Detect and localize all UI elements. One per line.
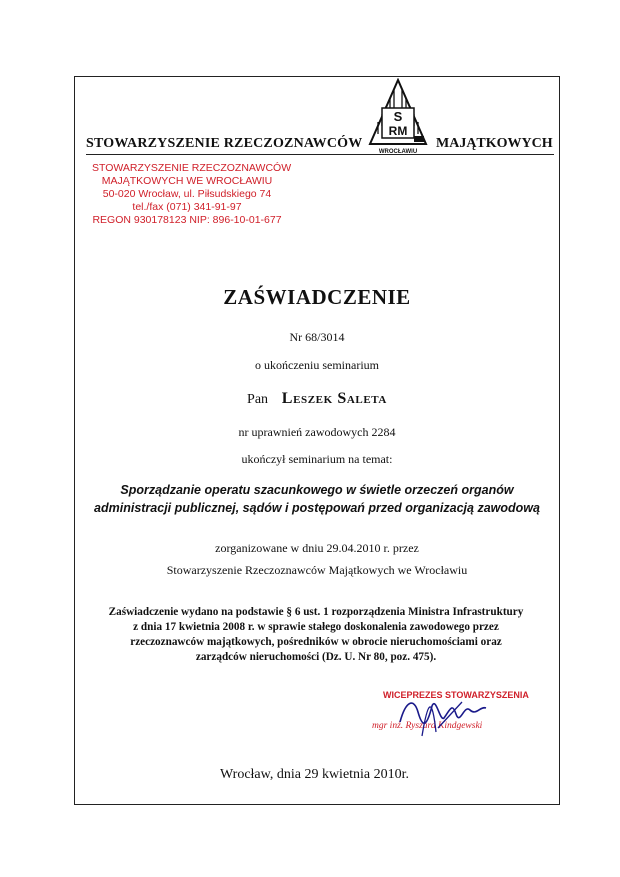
legal-line: zarządców nieruchomości (Dz. U. Nr 80, poz. 475). [195, 651, 437, 663]
recipient-line [74, 390, 560, 408]
topic-line: Sporządzanie operatu szacunkowego w świetle orzeczeń organów [120, 483, 514, 497]
organized-date: zorganizowane w dniu 29.04.2010 r. przez [215, 541, 419, 555]
address-stamp [92, 162, 292, 227]
recipient-name: Leszek Saleta [281, 390, 387, 407]
org-name-right: MAJĄTKOWYCH [436, 136, 553, 151]
legal-basis [86, 605, 546, 665]
stamp-line: tel./fax (071) 341-91-97 [132, 201, 242, 213]
certificate-title: ZAŚWIADCZENIE [223, 285, 411, 309]
header-rule [86, 154, 554, 155]
legal-line: z dnia 17 kwietnia 2008 r. w sprawie stałego doskonalenia zawodowego przez [133, 621, 499, 633]
logo-city: WROCŁAWIU [378, 149, 418, 155]
stamp-line: STOWARZYSZENIE RZECZOZNAWCÓW [92, 162, 292, 174]
handwritten-signature [392, 692, 492, 740]
srm-logo [364, 78, 432, 158]
certificate-subtitle: o ukończeniu seminarium [255, 358, 379, 372]
stamp-line: MAJĄTKOWYCH WE WROCŁAWIU [101, 175, 273, 187]
license-number: nr uprawnień zawodowych 2284 [238, 425, 396, 439]
salutation: Pan [247, 392, 269, 407]
completed-text: ukończył seminarium na temat: [241, 452, 393, 466]
svg-text:RM: RM [388, 124, 408, 138]
signatory-title: WICEPREZES STOWARZYSZENIA [383, 690, 529, 700]
organizer-name: Stowarzyszenie Rzeczoznawców Majątkowych we Wrocławiu [166, 563, 468, 577]
seminar-topic [74, 481, 560, 517]
stamp-line: 50-020 Wrocław, ul. Piłsudskiego 74 [102, 188, 272, 200]
topic-line: administracji publicznej, sądów i postępowań przed organizacją zawodową [94, 501, 540, 515]
certificate-number: Nr 68/3014 [289, 330, 345, 344]
place-and-date: Wrocław, dnia 29 kwietnia 2010r. [220, 767, 410, 782]
svg-text:S: S [393, 109, 403, 124]
legal-line: Zaświadczenie wydano na podstawie § 6 ust. 1 rozporządzenia Ministra Infrastruktury [108, 606, 524, 618]
legal-line: rzeczoznawców majątkowych, pośredników w obrocie nieruchomościami oraz [130, 636, 502, 648]
signatory-name: mgr inż. Ryszard Kindgewski [372, 721, 483, 731]
stamp-line: REGON 930178123 NIP: 896-10-01-677 [92, 214, 282, 226]
org-name-left: STOWARZYSZENIE RZECZOZNAWCÓW [86, 136, 363, 151]
